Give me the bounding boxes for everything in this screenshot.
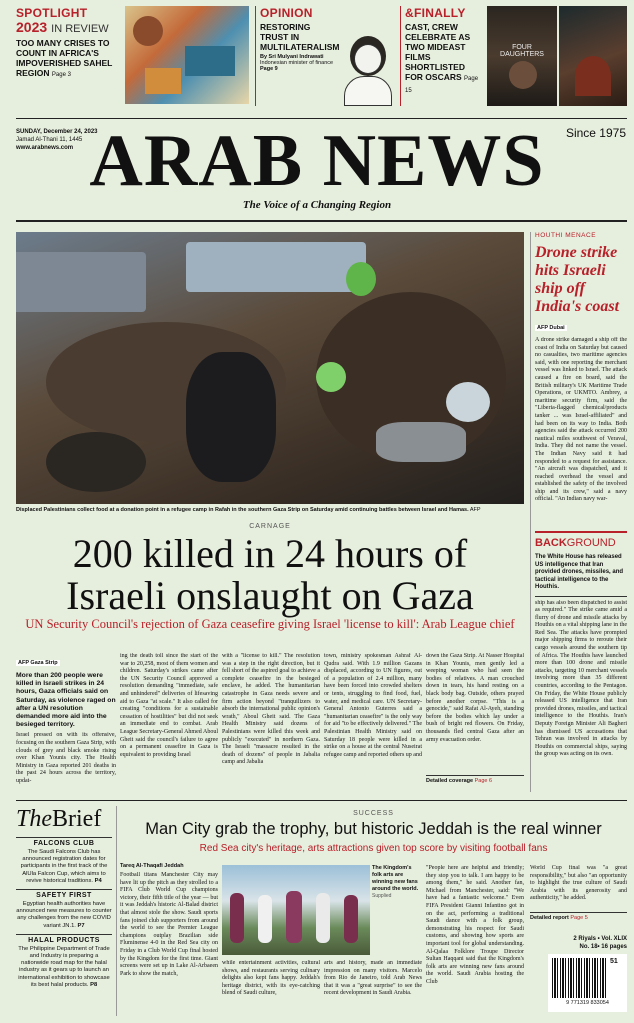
main-photo-gaza-food-line [16,232,524,504]
promo-finally-title: &FINALLY [405,6,466,20]
film-poster-right [559,6,627,106]
price-line2: No. 18• 16 pages [579,943,627,950]
sports-col1 [120,863,218,1015]
sports-col2: while entertainment activities, cultural shows, and restaurants serving culinary delights also kept fans happy. Jeddah's heritage district, with its eye-catching blend of Saudi culture, [222,960,320,997]
website-url[interactable]: www.arabnews.com [16,145,74,151]
main-story-col2: ing the death toll since the start of the war to 20,258, most of them women and children. Saturday's strikes came after the UN Security Council approved a resolution demanding "immediate, safe and unhindered" deliveries of lifesaving aid to Gaza "at scale." It also called for creating "conditions for a sustainable cessation of hostilities" but did not seek an immediate end to combat. Arab League Secretary-General Ahmed Aboul Gheit said the council's failure to agree on a permanent ceasefire in Gaza is equivalent to providing Israel [120,653,218,758]
main-story-kicker: CARNAGE [249,523,291,530]
brief-item-section: FALCONS CLUB [33,840,95,847]
barcode [548,954,627,1012]
sports-detailed-report[interactable] [530,912,627,921]
brief-item-page: P4 [94,877,102,884]
houthi-story[interactable] [535,232,627,527]
brief-title-1: The [16,806,52,832]
promo-spotlight[interactable] [16,6,120,106]
the-brief [16,806,112,1016]
promo-spotlight-body: TOO MANY CRISES TO COUNT IN AFRICA'S IMPOVERISHED SAHEL REGION [16,38,113,78]
main-story-col5: down the Gaza Strip. At Nasser Hospital in Khan Younis, men gently led a weeping woman who had seen the bodies of relatives. A man crouched down in tears, his hand resting on a black body bag. Outside, others prayed before another corpse. "This is a genocide," said Rafat Al-Ayeh, standing before the bodies which lay under a bush of bright red flowers. On Friday, thousands fled central Gaza after an army evacuation order. [426,653,524,743]
sports-col4: "People here are helpful and friendly; they stop you to talk. I am happy to be among them," he said. Another fan, Michael from Manchester, said: "We have had a fantastic welcome." Even FIFA President Gianni Infantino got in on the act, performing a traditional Saudi dance with a folk group, demonstrating his respect for Saudi customs, and showing how sports are important tool for global understanding. Al-Qalaa Folklore Troupe Director Sultan Haqqani said that the Kingdom's folk arts are winning new fans around the world. Saudi Arabia hosting the Club [426,865,524,985]
main-story-deck: UN Security Council's rejection of Gaza ceasefire giving Israel 'license to kill': Arab League chief [25,617,515,631]
brief-title-2: Brief [52,806,102,832]
main-story-byline: AFP Gaza Strip [18,660,58,666]
brief-item-falcons[interactable] [16,837,112,885]
tagline: The Voice of a Changing Region [242,199,392,211]
sports-byline: Tareq Al-Thaqafi Jeddah [120,863,184,869]
promo-spotlight-year: 2023 [16,19,48,35]
price-line1: 2 Riyals • Vol. XLIX [573,936,627,942]
houthi-headline: Drone strike hits Israeli ship off India's coast [535,244,620,315]
film-poster-title: FOUR DAUGHTERS [500,44,544,58]
opinion-author-portrait [340,30,396,106]
sports-detailed-label: Detailed report [530,915,569,921]
masthead-logo[interactable]: ARAB NEWS [89,120,545,202]
background-box [535,531,627,793]
main-headline-line1: 200 killed in 24 hours of [72,531,468,576]
houthi-kicker: HOUTHI MENACE [535,232,597,239]
main-headline-line2: Israeli onslaught on Gaza [66,573,474,618]
brief-item-text: Egyptian health authorities have announced new measures to counter any challenges from the new COVID variant JN.1. [16,901,112,929]
dateline-day: SUNDAY, December 24, 2023 [16,129,98,135]
sports-photo-credit: Supplied [372,893,392,899]
main-detailed-label: Detailed coverage [426,778,474,784]
main-photo-caption [16,507,524,513]
promo-spotlight-sub: IN REVIEW [51,23,109,35]
brief-item-page: P7 [77,922,85,929]
sports-col5 [530,865,627,925]
brief-item-safety[interactable] [16,889,112,930]
promo-finally[interactable] [405,6,485,106]
barcode-issue: 51 [610,958,618,965]
brief-item-section: SAFETY FIRST [36,892,92,900]
main-detailed-page: Page 6 [474,778,493,784]
brief-item-section: HALAL PRODUCTS [28,936,100,944]
main-story-col4: town, ministry spokesman Ashraf Al-Qudra said. With 1.9 million Gazans displaced, according to UN figures, out of a population of 2.4 million, many have been forced into crowded shelters or tents, struggling to find food, fuel, water, and medical care. UN Secretary-General Antonio Guterres said a "humanitarian ceasefire" is the only way for aid "to be effectively delivered." The Palestinian Health Ministry said on Saturday 18 people were killed in a strike on a house at the central Nuseirat refugee camp and reported others up and [324,653,422,758]
promo-opinion-role: Indonesian minister of finance [260,60,334,66]
houthi-body: A drone strike damaged a ship off the coast of India on Saturday but caused no casualties, two maritime agencies said, with one reporting the merchant vessel was linked to Israel. The attack caused a fire on board, said the British military's UK Maritime Trade Operations, or UKMTO. Ambrey, a maritime security firm, said the "Liberia-flagged chemical/products tanker ... was Israel-affiliated" and had been on its way to India. Both agencies said the attack occurred 200 nautical miles southwest of Veraval, India. They did not name the vessel. The Indian Navy said it had responded to a request for assistance. "An aircraft was dispatched, and it reached overhead the vessel and established the safety of the involved ship and its crew," said a navy official. "An Indian navy war- [535,337,627,503]
dateline-hijri: Jamad Al-Thani 11, 1445 [16,137,83,143]
main-photo-credit: AFP [469,507,481,513]
main-detailed-coverage[interactable] [426,775,524,784]
barcode-digits: 9 771319 833054 [566,1000,609,1006]
promo-opinion-byline: By Sri Mulyani Indrawati [260,54,324,60]
main-headline[interactable] [16,533,524,617]
promo-spotlight-title: SPOTLIGHT [16,6,88,20]
background-lead: The White House has released US intelligence that Iran provided drones, missiles, and tactical intelligence to the Houthis. [535,554,624,590]
promo-opinion-body: RESTORING TRUST IN MULTILATERALISM [260,22,340,52]
sports-col1-text: Football titans Manchester City may have lit up the pitch as they strolled to a FIFA Club World Cup champions victory, their fifth title of the year — but it was Jeddah's historic Al-Balad district that almost stole the show. Saudi sports fans joined club supporters from around the world to see the Premier League champions outplay Brazilian side Fluminense 4-0 in the Red Sea city on Friday in a Club World Cup final hosted by the Kingdom for the first time. Giant screens were set up in Lake Al-Arbaeen Park to show the match, [120,872,218,977]
promo-opinion[interactable] [260,6,338,106]
promo-spotlight-image [125,6,249,104]
promo-finally-page: Page 15 [405,76,479,94]
main-story-col1-text: Israel pressed on with its offensive, focusing on the southern Gaza Strip, with clouds of grey and black smoke rising over Khan Younis city. The Health Ministry in Gaza reported 201 deaths in the past 24 hours across the territory, updat- [16,732,116,784]
brief-item-halal[interactable] [16,934,112,989]
sports-photo-caption [372,865,422,899]
sports-col3: arts and history, made an immediate impression on many visitors. Marcelo from Rio de Janeiro, told Arab News that it was a "great surprise" to see the recent development in Saudi Arabia. [324,960,422,997]
sports-photo-folk-dance [222,865,370,955]
sports-deck: Red Sea city's heritage, arts attractions given top score by visiting football fans [199,843,548,854]
brief-item-text: The Saudi Falcons Club has announced registration dates for participants in the first track of the AlUla Falcon Cup, which aims to revive historical traditions. [20,849,108,884]
brief-item-text: The Philippine Department of Trade and Industry is preparing a nationwide road map for the halal industry as it gears up to launch an international exhibition to showcase its best halal products. [18,945,110,988]
promo-finally-body: CAST, CREW CELEBRATE AS TWO MIDEAST FILMS SHORTLISTED FOR OSCARS [405,22,471,82]
brief-item-page: P8 [90,981,98,988]
price-box [548,936,627,951]
houthi-byline: AFP Dubai [537,325,565,331]
sports-detailed-page: Page 5 [570,915,588,921]
brief-title [16,806,112,833]
promo-opinion-page: Page 9 [260,66,278,72]
background-body: ship has also been dispatched to assist as required." The strike came amid a flurry of drone and missile attacks by Houthis on a vital shipping lane in the Red Sea. The attacks have prompted major shipping firms to reroute their cargo vessels around the southern tip of Africa. The Houthis have launched more than 100 drone and missile attacks, targeting 10 merchant vessels involving more than 35 different countries, according to the Pentagon. On Friday, the White House publicly released US intelligence that Iran provided drones, missiles, and tactical intelligence to the Houthis. Iran's Deputy Foreign Minister Ali Bagheri has dismissed US accusations that Tehran was involved in attacks by Houthis on commercial ships, saying the group was acting on its own. [535,599,627,758]
sports-col5-text: World Cup final was "a great responsibility," but also "an opportunity to highlight the true culture of Saudi Arabia with its generosity and authenticity," he added. [530,865,627,902]
since-year: Since 1975 [565,126,626,140]
sports-photo-caption-text: The Kingdom's folk arts are winning new fans around the world. [372,865,419,892]
main-story-col1 [16,651,116,791]
sports-headline[interactable]: Man City grab the trophy, but historic Jeddah is the real winner [145,820,602,838]
sports-kicker: SUCCESS [353,810,394,817]
main-story-lead: More than 200 people were killed in Israeli strikes in 24 hours, Gaza officials said on Saturday, as violence raged on after a UN resolution demanded more aid into the besieged territory. [16,672,116,729]
promo-spotlight-page: Page 3 [51,72,71,78]
film-poster-left [487,6,557,106]
main-photo-caption-text: Displaced Palestinians collect food at a donation point in a refugee camp in Rafah in the southern Gaza Strip on Saturday amid continuing battles between Israel and Hamas. [16,507,469,513]
main-story-col3: with a "license to kill." The resolution was a step in the right direction, but it fell short of the aspired goal to achieve a complete ceasefire in the besieged enclave, he added. The humanitarian catastrophe in Gaza needs severe and firm action beyond "tranquilizers to absorb the international public opinion's wrath," Aboul Gheit said. The Gaza Health Ministry said dozens of Palestinians were killed this week and publicly "executed" in northern Gaza. The Israeli "massacre resulted in the death of dozens" of people in Jabalia camp and Jabalia [222,653,320,766]
background-label-2: GROUND [566,537,616,549]
background-label-1: BACK [535,537,567,549]
promo-opinion-title: OPINION [260,6,313,20]
